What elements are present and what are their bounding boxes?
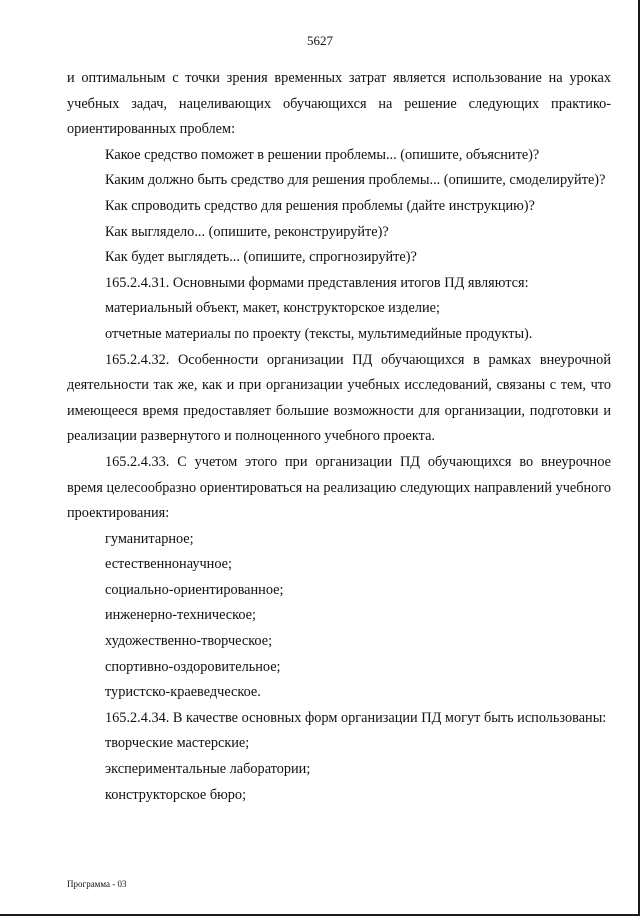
section-165-2-4-32: 165.2.4.32. Особенности организации ПД обучающихся в рамках внеурочной деятельности так же, как и при организации учебных исследований, связаны с тем, что имеющееся время предоставляет большие возможности для организации, подготовки и реализации развернутого и полноценного учебного проекта. [67,351,611,445]
section-165-2-4-34: 165.2.4.34. В качестве основных форм организации ПД могут быть использованы: [105,709,607,726]
section-165-2-4-31: 165.2.4.31. Основными формами представления итогов ПД являются: [105,274,529,291]
list-item: отчетные материалы по проекту (тексты, мультимедийные продукты). [105,325,533,342]
list-item: инженерно-техническое; [105,607,256,624]
list-item: материальный объект, макет, конструкторское изделие; [105,300,440,317]
paragraph-1: и оптимальным с точки зрения временных затрат является использование на уроках учебных задач, нацеливающих обучающихся на решение следующих практико-ориентированных проблем: [67,70,611,138]
page-footer: Программа - 03 [67,879,127,889]
question-5: Как будет выглядеть... (опишите, спрогнозируйте)? [105,249,417,266]
question-2: Каким должно быть средство для решения проблемы... (опишите, смоделируйте)? [105,172,606,189]
list-item: творческие мастерские; [105,735,250,752]
list-item: художественно-творческое; [105,633,273,650]
page-number: 5627 [307,33,333,48]
list-item: гуманитарное; [105,530,194,547]
list-item: туристско-краеведческое. [105,684,261,701]
list-item: спортивно-оздоровительное; [105,658,281,675]
question-3: Как спроводить средство для решения проблемы (дайте инструкцию)? [105,197,535,214]
list-item: конструкторское бюро; [105,786,247,803]
question-4: Как выглядело... (опишите, реконструируйте)? [105,223,389,240]
document-body [67,66,611,808]
list-item: экспериментальные лаборатории; [105,761,311,778]
section-165-2-4-33: 165.2.4.33. С учетом этого при организации ПД обучающихся во внеурочное время целесообразно ориентироваться на реализацию следующих направлений учебного проектирования: [67,453,611,522]
list-item: естественнонаучное; [105,556,232,573]
question-1: Какое средство поможет в решении проблемы... (опишите, объясните)? [105,146,540,163]
list-item: социально-ориентированное; [105,581,284,598]
